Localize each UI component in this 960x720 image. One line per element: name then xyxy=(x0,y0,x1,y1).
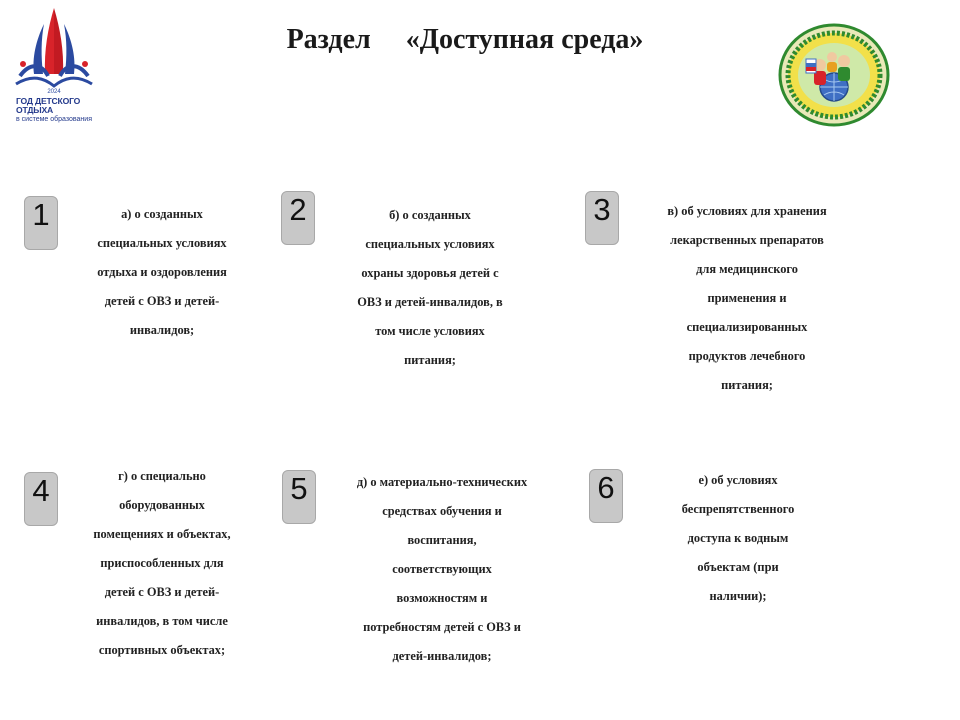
sailboat-emblem-icon xyxy=(14,4,114,96)
item-1-line: инвалидов; xyxy=(129,323,195,337)
item-5-line: соответствующих xyxy=(392,562,492,576)
item-4-line: г) о специально xyxy=(118,469,206,483)
svg-text:2024: 2024 xyxy=(47,89,61,95)
item-2-line: б) о созданных xyxy=(389,208,471,222)
item-text-6 xyxy=(646,466,830,611)
item-text-5 xyxy=(326,468,558,671)
number-badge-4: 4 xyxy=(24,472,58,526)
item-1-line: специальных условиях xyxy=(97,236,227,250)
number-badge-6: 6 xyxy=(589,469,623,523)
item-5-line: средствах обучения и xyxy=(382,504,502,518)
number-badge-3: 3 xyxy=(585,191,619,245)
item-2-line: том числе условиях xyxy=(375,324,485,338)
logo-caption xyxy=(16,97,116,123)
item-6-line: объектам (при xyxy=(697,560,779,574)
school-emblem-logo xyxy=(778,23,890,127)
item-3-line: применения и xyxy=(707,291,787,305)
item-3-line: питания; xyxy=(721,378,773,392)
item-3-line: для медицинского xyxy=(696,262,798,276)
item-4-line: спортивных объектах; xyxy=(98,643,226,657)
item-3-line: специализированных xyxy=(686,320,808,334)
item-6-line: наличии); xyxy=(709,589,767,603)
item-5-line: потребностям детей с ОВЗ и xyxy=(363,620,521,634)
item-4-line: приспособленных для xyxy=(100,556,224,570)
number-badge-2: 2 xyxy=(281,191,315,245)
item-1-line: отдыха и оздоровления xyxy=(97,265,227,279)
item-5-line: д) о материально-технических xyxy=(356,475,528,489)
item-text-4 xyxy=(70,462,254,665)
item-5-line: детей-инвалидов; xyxy=(392,649,492,663)
item-3-line: лекарственных препаратов xyxy=(670,233,824,247)
item-4-line: детей с ОВЗ и детей- xyxy=(104,585,220,599)
logo-caption-line2: в системе образования xyxy=(16,116,92,124)
item-2-line: ОВЗ и детей-инвалидов, в xyxy=(357,295,503,309)
item-3-line: в) об условиях для хранения xyxy=(667,204,827,218)
children-rest-year-logo xyxy=(14,4,114,124)
item-text-2 xyxy=(326,201,534,375)
item-6-line: беспрепятственного xyxy=(681,502,795,516)
item-5-line: воспитания, xyxy=(407,533,477,547)
item-3-line: продуктов лечебного xyxy=(688,349,806,363)
item-6-line: е) об условиях xyxy=(698,473,778,487)
children-globe-emblem-icon xyxy=(778,23,890,127)
number-badge-1: 1 xyxy=(24,196,58,250)
item-2-line: питания; xyxy=(404,353,456,367)
item-6-line: доступа к водным xyxy=(687,531,789,545)
item-4-line: оборудованных xyxy=(119,498,205,512)
item-4-line: инвалидов, в том числе xyxy=(96,614,228,628)
logo-caption-line1: ГОД ДЕТСКОГО ОТДЫХА xyxy=(16,96,81,115)
item-2-line: охраны здоровья детей с xyxy=(361,266,499,280)
item-text-1 xyxy=(70,200,254,345)
item-5-line: возможностям и xyxy=(396,591,488,605)
item-text-3 xyxy=(636,197,858,400)
page-title: Раздел «Доступная среда» xyxy=(286,24,644,55)
item-2-line: специальных условиях xyxy=(365,237,495,251)
item-4-line: помещениях и объектах, xyxy=(93,527,231,541)
item-1-line: а) о созданных xyxy=(121,207,203,221)
item-1-line: детей с ОВЗ и детей- xyxy=(104,294,220,308)
number-badge-5: 5 xyxy=(282,470,316,524)
